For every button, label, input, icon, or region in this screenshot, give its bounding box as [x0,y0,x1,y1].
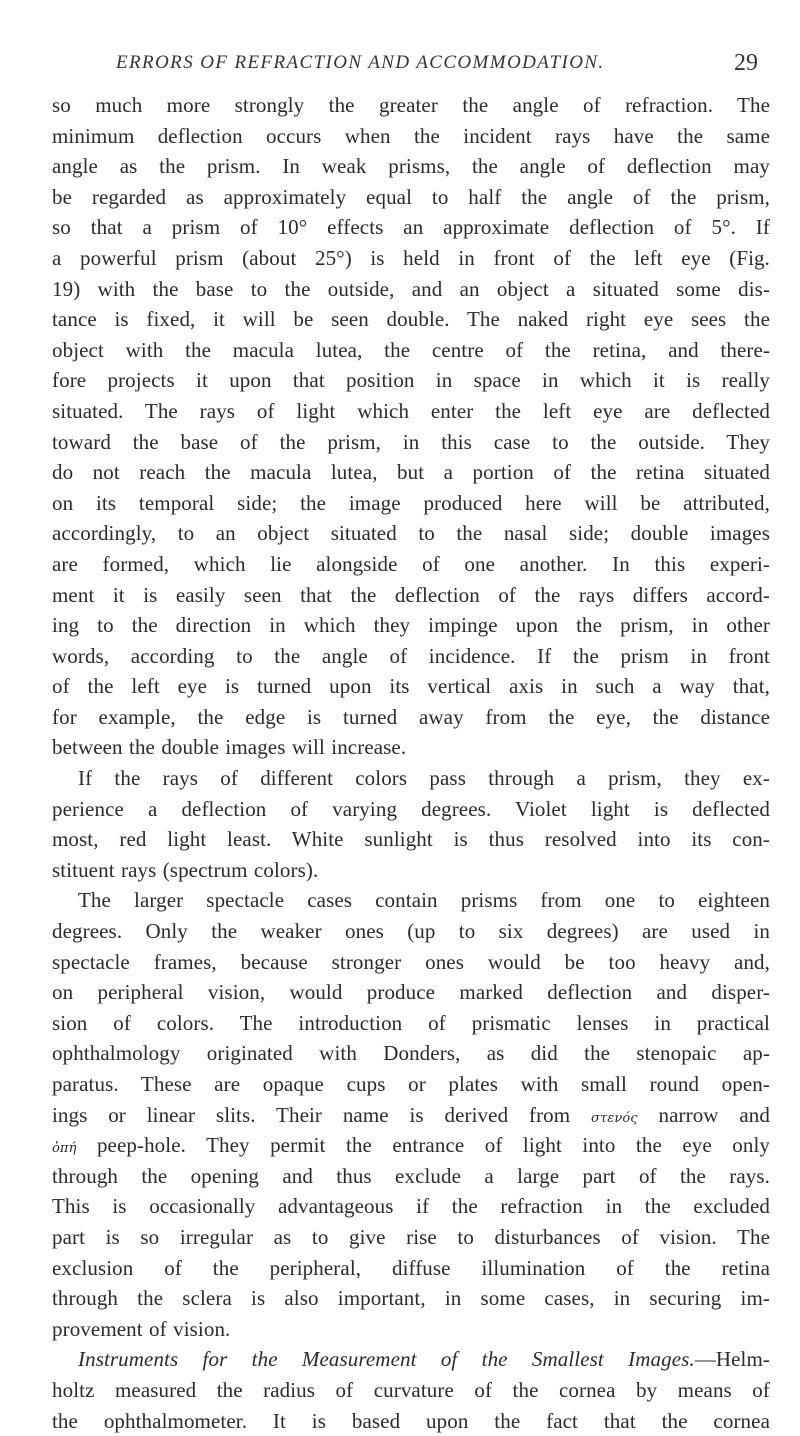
text-line: angle as the prism. In weak prisms, the angle of deflection may [52,154,770,179]
paragraph-colors [52,763,770,885]
text-line: degrees. Only the weaker ones (up to six degrees) are used in [52,919,770,944]
text-line: ophthalmology originated with Donders, as did the stenopaic ap- [52,1041,770,1066]
text-line: holtz measured the radius of curvature of the cornea by means of [52,1377,770,1402]
text-line: ment it is easily seen that the deflection of the rays differs accord- [52,582,770,607]
paragraph-instruments [52,1344,770,1436]
text-line: provement of vision. [52,1316,231,1341]
text-line: perience a deflection of varying degrees. Violet light is deflected [52,796,770,821]
text-line: sion of colors. The introduction of prismatic lenses in practical [52,1010,770,1035]
text-line: do not reach the macula lutea, but a portion of the retina situated [52,460,770,485]
paragraph-prism-deflection [52,90,770,763]
running-title: ERRORS OF REFRACTION AND ACCOMMODATION. [116,52,605,73]
greek-word-stenos: στενός [591,1110,638,1126]
text-line: object with the macula lutea, the centre of the retina, and there- [52,337,770,362]
text-line: tance is fixed, it will be seen double. The naked right eye sees the [52,307,770,332]
text-line: through the opening and thus exclude a large part of the rays. [52,1163,770,1188]
text-line: situated. The rays of light which enter the left eye are deflected [52,398,770,423]
text-line: toward the base of the prism, in this case to the outside. They [52,429,770,454]
text-line-with-greek [52,1130,770,1161]
page-number: 29 [734,50,758,76]
text-line: ing to the direction in which they impinge upon the prism, in other [52,613,770,638]
text-line: so much more strongly the greater the angle of refraction. The [52,93,770,117]
text-line: words, according to the angle of incidence. If the prism in front [52,643,770,668]
line-text: ings or linear slits. Their name is derived from [52,1102,571,1127]
section-heading: Instruments for the Measurement of the Smallest Images. [78,1347,695,1372]
text-line: part is so irregular as to give rise to disturbances of vision. The [52,1224,770,1249]
text-line: If the rays of different colors pass through a prism, they ex- [78,766,770,791]
text-line: 19) with the base to the outside, and an object a situated some dis- [52,276,770,301]
text-line: through the sclera is also important, in some cases, in securing im- [52,1286,770,1311]
text-line: are formed, which lie alongside of one another. In this experi- [52,551,770,576]
greek-word-ope: ὀπή [52,1141,77,1157]
text-line: on its temporal side; the image produced here will be attributed, [52,490,770,515]
text-line: accordingly, to an object situated to the nasal side; double images [52,521,770,546]
text-line-with-heading [52,1344,770,1375]
paragraph-spectacle-cases [52,885,770,1344]
text-line: so that a prism of 10° effects an approximate deflection of 5°. If [52,215,770,240]
text-line: The larger spectacle cases contain prisms from one to eighteen [78,888,770,913]
text-line: most, red light least. White sunlight is thus resolved into its con- [52,827,770,852]
text-line: fore projects it upon that position in space in which it is really [52,368,770,393]
heading-tail: —Helm- [694,1347,770,1372]
text-line: on peripheral vision, would produce marked deflection and disper- [52,980,770,1005]
text-line: the ophthalmometer. It is based upon the fact that the cornea [52,1408,770,1433]
line-text: peep-hole. They permit the entrance of light into the eye only [96,1133,770,1158]
text-line: exclusion of the peripheral, diffuse illumination of the retina [52,1255,770,1280]
text-line: paratus. These are opaque cups or plates with small round open- [52,1072,770,1096]
text-line: stituent rays (spectrum colors). [52,857,319,882]
text-line-with-greek [52,1100,770,1131]
text-line: for example, the edge is turned away from the eye, the distance [52,704,770,729]
body-text [52,90,770,1436]
text-line: a powerful prism (about 25°) is held in front of the left eye (Fig. [52,245,770,270]
text-line: spectacle frames, because stronger ones would be too heavy and, [52,949,770,974]
text-line: between the double images will increase. [52,735,407,760]
text-line: minimum deflection occurs when the incident rays have the same [52,123,770,148]
text-line: be regarded as approximately equal to half the angle of the prism, [52,184,770,209]
text-line: This is occasionally advantageous if the refraction in the excluded [52,1194,770,1219]
text-line: of the left eye is turned upon its vertical axis in such a way that, [52,674,770,699]
line-text: narrow and [658,1102,770,1127]
